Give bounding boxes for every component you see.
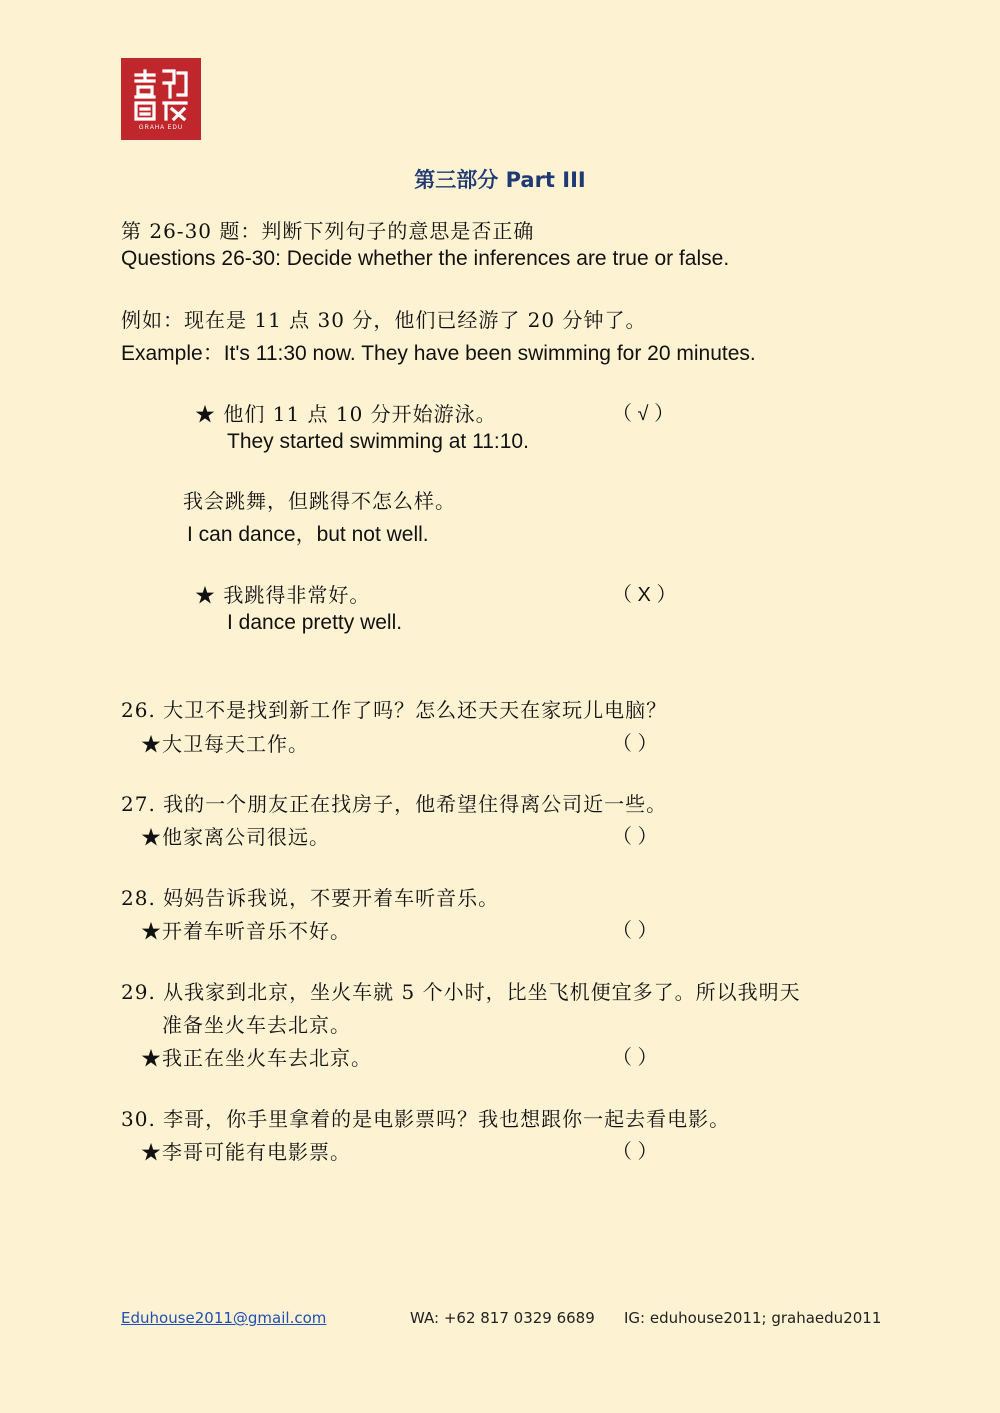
question-28-answer-blank[interactable]: （ ）: [612, 920, 658, 942]
email-link[interactable]: Eduhouse2011@gmail.com: [121, 1309, 327, 1327]
logo-text: GRAHA EDU: [138, 125, 184, 131]
example1-statement-zh: ★ 他们 11 点 10 分开始游泳。: [195, 402, 497, 426]
example2-statement-zh: ★ 我跳得非常好。: [195, 583, 371, 607]
question-29-text-continued: 准备坐火车去北京。: [162, 1013, 351, 1037]
question-26-answer-blank[interactable]: （ ）: [612, 733, 658, 755]
footer-ig: IG: eduhouse2011; grahaedu2011: [624, 1309, 882, 1327]
example1-en: Example：It's 11:30 now. They have been swimming for 20 minutes.: [121, 342, 756, 365]
question-30-statement: ★李哥可能有电影票。: [141, 1140, 351, 1164]
page-title: 第三部分 Part III: [414, 168, 586, 192]
example1-zh: 例如：现在是 11 点 30 分，他们已经游了 20 分钟了。: [121, 308, 647, 332]
question-29-statement: ★我正在坐火车去北京。: [141, 1046, 372, 1070]
question-29-text: 29. 从我家到北京，坐火车就 5 个小时，比坐飞机便宜多了。所以我明天: [121, 980, 801, 1004]
example2-zh: 我会跳舞，但跳得不怎么样。: [183, 489, 456, 513]
question-27-text: 27. 我的一个朋友正在找房子，他希望住得离公司近一些。: [121, 792, 668, 816]
footer-wa: WA: +62 817 0329 6689: [410, 1309, 595, 1327]
instructions-en: Questions 26-30: Decide whether the inferences are true or false.: [121, 247, 730, 270]
footer-email[interactable]: [121, 1309, 326, 1327]
question-27-statement: ★他家离公司很远。: [141, 825, 330, 849]
question-30-text: 30. 李哥，你手里拿着的是电影票吗？我也想跟你一起去看电影。: [121, 1107, 731, 1131]
example1-answer: （ √ ）: [612, 403, 675, 425]
question-29-answer-blank[interactable]: （ ）: [612, 1047, 658, 1069]
example2-en: I can dance，but not well.: [187, 523, 429, 546]
question-27-answer-blank[interactable]: （ ）: [612, 826, 658, 848]
example2-answer: （ X ）: [612, 584, 677, 606]
example1-statement-en: They started swimming at 11:10.: [227, 430, 529, 453]
question-26-text: 26. 大卫不是找到新工作了吗？怎么还天天在家玩儿电脑？: [121, 698, 668, 722]
question-30-answer-blank[interactable]: （ ）: [612, 1141, 658, 1163]
example2-statement-en: I dance pretty well.: [227, 611, 403, 634]
question-28-statement: ★开着车听音乐不好。: [141, 919, 351, 943]
question-28-text: 28. 妈妈告诉我说，不要开着车听音乐。: [121, 886, 500, 910]
logo-seal-icon: [130, 67, 192, 123]
question-26-statement: ★大卫每天工作。: [141, 732, 309, 756]
logo: [121, 58, 201, 140]
instructions-zh: 第 26-30 题：判断下列句子的意思是否正确: [121, 219, 535, 243]
